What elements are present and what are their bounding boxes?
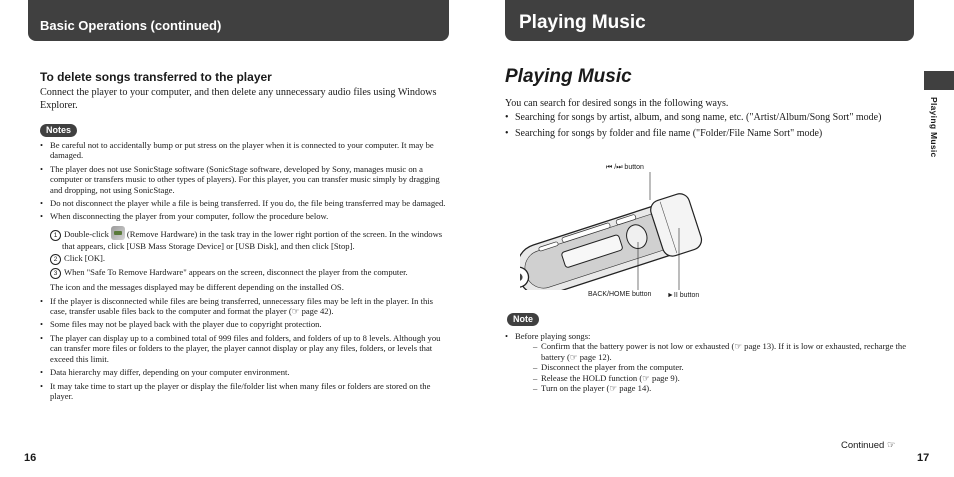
delete-songs-intro: Connect the player to your computer, and then delete any unnecessary audio files using Windows Explorer. [40,87,437,111]
search-methods-list [505,112,905,143]
note-subitems [515,341,915,393]
note-item: • The player can display up to a combined total of 999 files and folders, and folders of up to 8 levels. Although you can transfer more files or folders to the player, the player cannot display or play any files, folders, or levels that exceed this limit. [40,333,450,364]
left-header-bar [28,0,449,41]
notes-list [40,140,450,404]
step-2-text: Click [OK]. [64,253,106,264]
after-steps-text: The icon and the messages displayed may be different depending on the installed OS. [50,282,344,293]
step-1-text-b: (Remove Hardware) in the task tray in the lower right portion of the screen. In the windows that appears, click [USB Mass Storage Device] or [USB Disk], and then click [Stop]. [62,228,443,251]
search-method-item: • Searching for songs by artist, album, and song name, etc. ("Artist/Album/Song Sort" mode) [505,112,905,125]
step-2 [52,253,450,265]
note-item: • Some files may not be played back with the player due to copyright protection. [40,319,450,329]
step-3 [52,267,450,279]
note-subitem: – Turn on the player (☞ page 14). [533,383,915,393]
step-3-text: When "Safe To Remove Hardware" appears on the screen, disconnect the player from the computer. [64,267,408,278]
side-tab [924,71,954,90]
note-item: • Data hierarchy may differ, depending on your computer environment. [40,367,450,377]
note-list [505,331,915,393]
note-item: • It may take time to start up the player or display the file/folder list when many files or folders are stored on the player. [40,381,450,402]
walkman-player-illustration [520,170,720,290]
left-page-number: 16 [24,452,37,464]
note-item-text: When disconnecting the player from your computer, follow the procedure below. [50,211,329,222]
back-home-button-callout: BACK/HOME button [588,291,652,298]
step-1-text-a: Double-click [64,228,109,239]
play-pause-button-callout: ►II button [667,292,700,299]
note-item: • If the player is disconnected while files are being transferred, unnecessary files may be left in the player. In this case, transfer usable files back to the computer and format the player (☞ page 42). [40,296,450,317]
right-header-bar [505,0,914,41]
note-intro: Before playing songs: [515,331,591,341]
notes-label: Notes [40,124,77,137]
note-item [40,211,450,279]
right-page-number: 17 [917,452,930,464]
search-method-item: • Searching for songs by folder and file name ("Folder/File Name Sort" mode) [505,128,905,141]
note-item: • The player does not use SonicStage software (SonicStage software, developed by Sony, manages music on a computer or transfers music to other types of players). For this player, you can transfer music simply by dragging and dropping, not using SonicStage. [40,164,450,195]
note-item [505,331,915,393]
search-intro: You can search for desired songs in the following ways. [505,98,729,109]
disconnect-steps [52,226,450,279]
remove-hardware-icon [111,226,125,240]
note-subitem: – Confirm that the battery power is not low or exhausted (☞ page 13). If it is low or exhausted, recharge the battery (☞ page 12). [533,341,915,362]
skip-button-callout: ⏮ /⏭ button [606,164,644,171]
left-header-title: Basic Operations (continued) [40,18,222,33]
note-item: • Do not disconnect the player while a file is being transferred. If you do, the file being transferred may be damaged. [40,198,450,208]
continued-indicator: Continued ☞ [841,440,896,451]
note-subitem: – Disconnect the player from the computer. [533,362,915,372]
step-1 [52,226,450,251]
player-body [520,191,704,290]
step-number: 2 [50,254,61,265]
note-item: • Be careful not to accidentally bump or put stress on the player when it is connected to your computer. It may be damaged. [40,140,450,161]
delete-songs-heading: To delete songs transferred to the player [40,70,272,84]
side-section-label: Playing Music [929,97,939,158]
section-title: Playing Music [505,66,632,87]
right-header-title: Playing Music [519,12,646,33]
note-label: Note [507,313,539,326]
note-subitem: – Release the HOLD function (☞ page 9). [533,373,915,383]
step-number: 3 [50,268,61,279]
step-number: 1 [50,230,61,241]
